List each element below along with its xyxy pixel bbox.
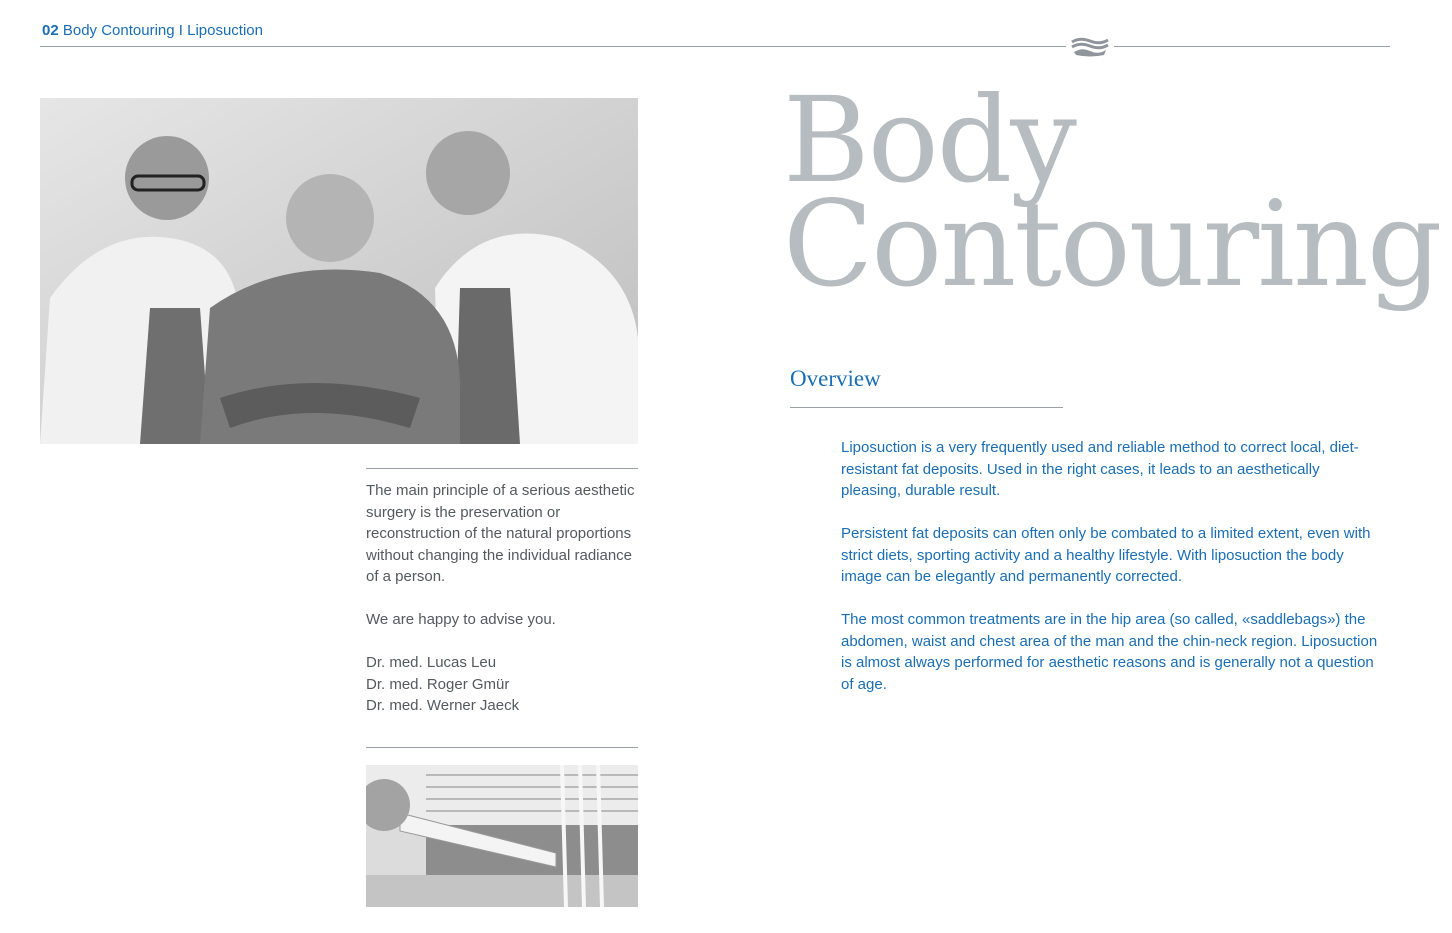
headline-line-2: Contouring [783, 175, 1441, 313]
quote-block [366, 480, 638, 717]
headline-line-1: Body [783, 71, 1075, 209]
page-headline [783, 71, 1441, 313]
overview-heading: Overview [790, 366, 881, 391]
header-title: Body Contouring I Liposuction [62, 22, 263, 39]
team-photo [40, 98, 638, 444]
page-number: 02 [42, 22, 59, 39]
page-header [42, 22, 263, 39]
principle-text: The main principle of a serious aesthetic surgery is the preservation or reconstruction of the natural proportions without changing the individual radiance of a person. [366, 482, 635, 585]
doctor-list [366, 652, 638, 717]
header-rule-left [40, 46, 1066, 47]
overview-rule [790, 407, 1063, 408]
quote-rule-top [366, 468, 638, 469]
overview-paragraph: Persistent fat deposits can often only be combated to a limited extent, even with strict diets, sporting activity and a healthy lifestyle. With liposuction the body image can be elegantly and permanently corrected. [841, 525, 1371, 585]
wave-logo-icon [1070, 36, 1110, 58]
overview-paragraph: The most common treatments are in the hip area (so called, «saddlebags») the abdomen, waist and chest area of the man and the chin-neck region. Liposuction is almost always performed for aesthetic reasons and is generally not a question of age. [841, 611, 1378, 693]
doctor-name: Dr. med. Werner Jaeck [366, 697, 520, 714]
clinic-photo [366, 765, 638, 907]
quote-rule-bottom [366, 747, 638, 748]
overview-body [841, 437, 1381, 717]
header-rule-right [1114, 46, 1390, 47]
doctor-name: Dr. med. Lucas Leu [366, 654, 497, 671]
advise-text: We are happy to advise you. [366, 611, 556, 628]
overview-paragraph: Liposuction is a very frequently used and reliable method to correct local, diet-resistant fat deposits. Used in the right cases, it leads to an aesthetically pleasing, durable result. [841, 439, 1359, 499]
doctor-name: Dr. med. Roger Gmür [366, 675, 510, 693]
